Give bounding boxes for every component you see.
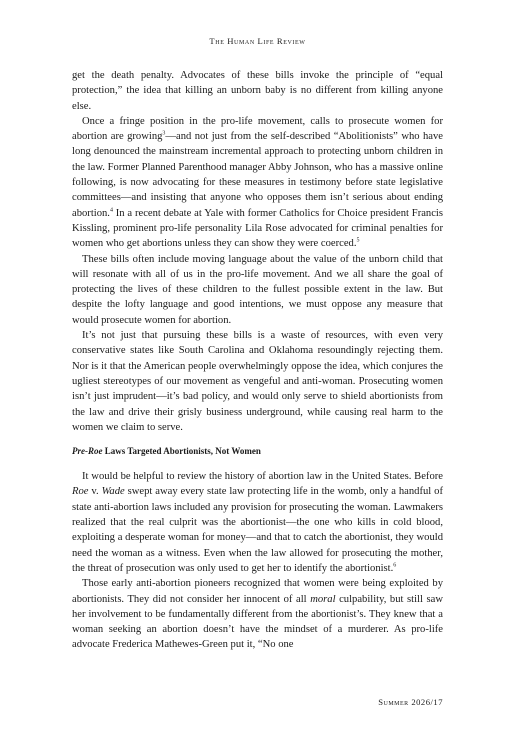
page-folio: Summer 2026/17	[378, 697, 443, 707]
paragraph-2: Once a fringe position in the pro-life movement, calls to prosecute women for abortion are growing$^3$—and not just from the self-described “Abolitionists” who have long denounced the mainstream incremental approach to protecting unborn children in the law. Former Planned Parenthood manager Abby Johnson, who has a massive online following, is now advocating for these measures in testimony before state legislative committees—and insisting that anyone who opposes them isn’t serious about ending abortion.$^4$ In a recent debate at Yale with former Catholics for Choice president Francis Kissling, prominent pro-life personality Lila Rose advocated for criminal penalties for women who get abortions unless they can show they were coerced.$^5$	[72, 115, 443, 250]
running-head: The Human Life Review	[209, 36, 306, 46]
paragraph-1: get the death penalty. Advocates of these bills invoke the principle of “equal protection,” the idea that killing an unborn baby is no different from killing anyone else.	[72, 70, 443, 112]
section-heading: Pre-Roe Laws Targeted Abortionists, Not Women	[72, 446, 261, 457]
paragraph-3: These bills often include moving language about the value of the unborn child that will resonate with all of us in the pro-life movement. And we all share the goal of protecting the lives of these children to the fullest possible extent in the law. But despite the lofty language and good intentions, we must oppose any measure that would prosecute women for abortion.	[72, 253, 443, 326]
paragraph-4: It’s not just that pursuing these bills is a waste of resources, with even very conservative states like South Carolina and Oklahoma resoundingly rejecting them. Nor is it that the American people overwhelmingly oppose the idea, which conjures the ugliest stereotypes of our movement as vengeful and anti-woman. Prosecuting women isn’t just imprudent—it’s bad policy, and would only serve to shield abortionists from the law and drive their grisly business underground, while causing real harm to the women we claim to serve.	[72, 330, 443, 433]
paragraph-5: It would be helpful to review the history of abortion law in the United States. Before Roe v. Wade swept away every state law protecting life in the womb, only a handful of state anti-abortion laws included any provision for prosecuting the woman. Lawmakers realized that the real culprit was the abortionist—the one who kills in cold blood, exploiting a desperate woman for money—and that to catch the abortionist, they would need the woman as a witness. Even when the law allowed for prosecuting the mother, the threat of prosecution was only used to get her to identify the abortionist.$^6$	[72, 471, 443, 574]
paragraph-6: Those early anti-abortion pioneers recognized that women were being exploited by abortionists. They did not consider her innocent of all moral culpability, but still saw her involvement to be fundamentally different from the abortionist’s. They knew that a woman seeking an abortion doesn’t have the mindset of a murderer. As pro-life advocate Frederica Mathewes-Green put it, “No one	[72, 578, 443, 651]
body-text	[72, 68, 443, 653]
article-page	[72, 36, 443, 653]
